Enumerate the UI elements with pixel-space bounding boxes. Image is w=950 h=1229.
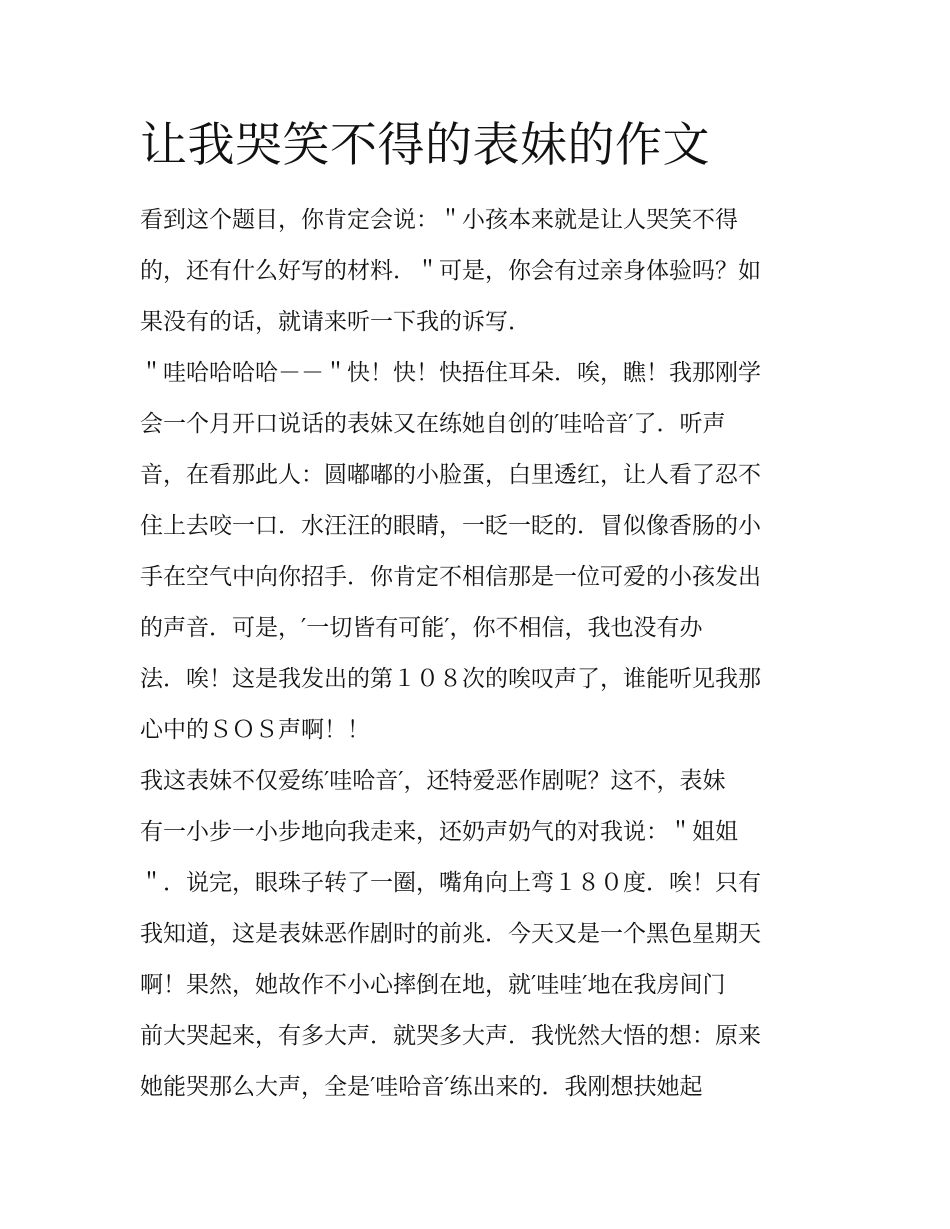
text-line: 果没有的话，就请来听一下我的诉写． xyxy=(140,309,531,335)
text-line: 心中的ＳＯＳ声啊！！ xyxy=(140,717,370,743)
text-line: 的声音．可是，′一切皆有可能′，你不相信，我也没有办 xyxy=(140,615,703,641)
text-line: 她能哭那么大声，全是′哇哈音′练出来的．我刚想扶她起 xyxy=(140,1074,703,1100)
document-title: 让我哭笑不得的表妹的作文 xyxy=(140,118,710,173)
text-line: 看到这个题目，你肯定会说：＂小孩本来就是让人哭笑不得 xyxy=(140,207,738,233)
text-line: ＂．说完，眼珠子转了一圈，嘴角向上弯１８０度．唉！只有 xyxy=(140,870,761,896)
text-line: 我知道，这是表妹恶作剧时的前兆．今天又是一个黑色星期天 xyxy=(140,921,761,947)
text-line: ＂哇哈哈哈哈－－＂快！快！快捂住耳朵．唉，瞧！我那刚学 xyxy=(140,360,761,386)
text-line: 前大哭起来，有多大声．就哭多大声．我恍然大悟的想：原来 xyxy=(140,1023,761,1049)
text-line: 啊！果然，她故作不小心摔倒在地，就′哇哇′地在我房间门 xyxy=(140,972,726,998)
text-line: 住上去咬一口．水汪汪的眼睛，一眨一眨的．冒似像香肠的小 xyxy=(140,513,761,539)
text-line: 手在空气中向你招手．你肯定不相信那是一位可爱的小孩发出 xyxy=(140,564,761,590)
text-line: 法．唉！这是我发出的第１０８次的唉叹声了，谁能听见我那 xyxy=(140,666,761,692)
text-line: 的，还有什么好写的材料．＂可是，你会有过亲身体验吗？如 xyxy=(140,258,761,284)
text-line: 会一个月开口说话的表妹又在练她自创的′哇哈音′了．听声 xyxy=(140,411,726,437)
document-body xyxy=(140,195,814,1113)
text-line: 音，在看那此人：圆嘟嘟的小脸蛋，白里透红，让人看了忍不 xyxy=(140,462,761,488)
text-line: 我这表妹不仅爱练′哇哈音′，还特爱恶作剧呢？这不，表妹 xyxy=(140,768,726,794)
text-line: 有一小步一小步地向我走来，还奶声奶气的对我说：＂姐姐 xyxy=(140,819,738,845)
